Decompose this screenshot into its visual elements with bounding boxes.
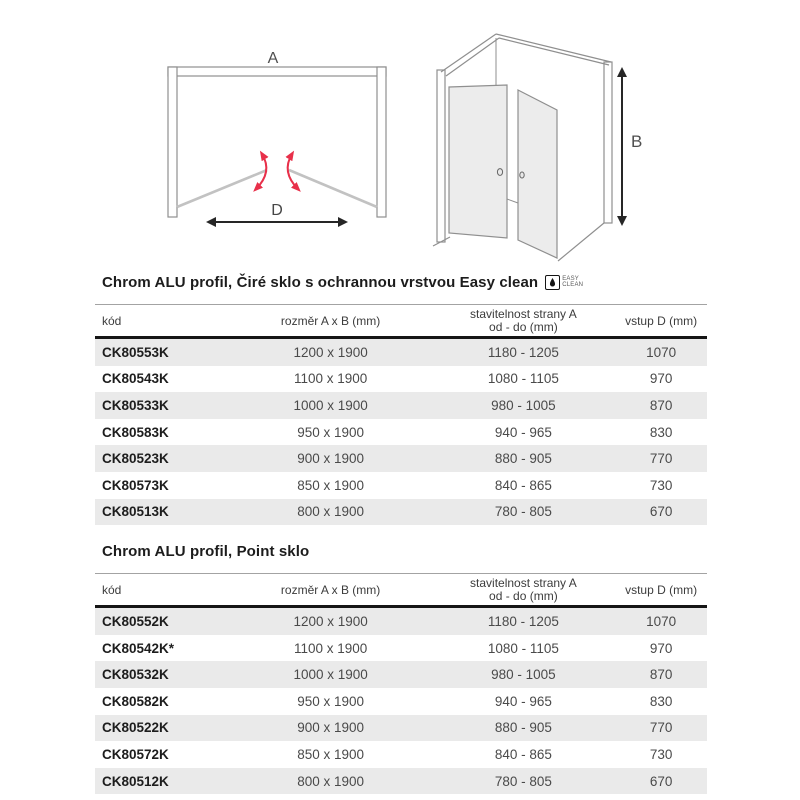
- col-header-stavitelnost: [432, 305, 616, 338]
- easy-clean-label-line1: EASY: [562, 275, 579, 282]
- spec-content: [95, 272, 707, 794]
- cell-code: CK80572K: [102, 746, 169, 762]
- table-row: [95, 338, 707, 366]
- height-label-b: B: [631, 132, 643, 151]
- cell-dimension: 1000 x 1900: [293, 667, 368, 683]
- cell-dimension: 850 x 1900: [297, 477, 364, 493]
- cell-code: CK80523K: [102, 451, 169, 467]
- table-row: [95, 445, 707, 472]
- cell-dimension: 950 x 1900: [297, 424, 364, 440]
- cell-entry-width: 670: [649, 773, 673, 789]
- cell-dimension: 1200 x 1900: [293, 344, 368, 360]
- col-header-stavitelnost-line2: od - do (mm): [489, 588, 558, 603]
- cell-dimension: 900 x 1900: [297, 451, 364, 467]
- spec-table-point: [95, 573, 707, 794]
- section-title-easy-clean: [95, 272, 707, 292]
- col-header-rozmer: rozměr A x B (mm): [280, 582, 381, 597]
- col-header-kod: kód: [102, 313, 122, 328]
- table-row: [95, 366, 707, 393]
- col-header-stavitelnost-line1: stavitelnost strany A: [470, 575, 577, 590]
- cell-adjust-range: 1180 - 1205: [487, 344, 559, 360]
- col-header-stavitelnost: [432, 574, 616, 607]
- table-row: [95, 661, 707, 688]
- cell-entry-width: 830: [649, 424, 673, 440]
- front-view-diagram: [140, 38, 390, 233]
- table-row: [95, 419, 707, 446]
- cell-dimension: 900 x 1900: [297, 720, 364, 736]
- cell-code: CK80513K: [102, 504, 169, 520]
- cell-adjust-range: 780 - 805: [494, 504, 552, 520]
- cell-code: CK80543K: [102, 371, 169, 387]
- section-title-text: Chrom ALU profil, Point sklo: [102, 542, 310, 560]
- col-header-vstup: vstup D (mm): [625, 582, 698, 597]
- width-label-a: A: [267, 50, 279, 67]
- cell-adjust-range: 780 - 805: [494, 773, 552, 789]
- frame-profile-icon: [168, 67, 386, 217]
- cell-code: CK80533K: [102, 397, 169, 413]
- cell-entry-width: 830: [649, 693, 673, 709]
- header-row: [95, 574, 707, 607]
- table-row: [95, 607, 707, 635]
- perspective-view-diagram: [425, 15, 660, 270]
- cell-code: CK80512K: [102, 773, 169, 789]
- spec-table-easy-clean: [95, 304, 707, 525]
- table-row: [95, 635, 707, 662]
- cell-adjust-range: 940 - 965: [494, 693, 552, 709]
- table-row: [95, 741, 707, 768]
- cell-code: CK80542K*: [102, 640, 175, 656]
- cell-entry-width: 770: [649, 720, 673, 736]
- cell-adjust-range: 840 - 865: [494, 746, 552, 762]
- table-row: [95, 392, 707, 419]
- cell-code: CK80553K: [102, 344, 169, 360]
- cell-entry-width: 1070: [646, 613, 677, 629]
- cell-entry-width: 770: [649, 451, 673, 467]
- cell-code: CK80582K: [102, 693, 169, 709]
- cell-dimension: 1100 x 1900: [293, 371, 368, 387]
- col-header-kod: kód: [102, 582, 122, 597]
- cell-dimension: 850 x 1900: [297, 746, 364, 762]
- cell-entry-width: 970: [649, 640, 673, 656]
- cell-code: CK80532K: [102, 667, 169, 683]
- easy-clean-label: [562, 276, 583, 289]
- cell-entry-width: 730: [649, 746, 673, 762]
- table-row: [95, 688, 707, 715]
- cell-adjust-range: 1080 - 1105: [487, 371, 559, 387]
- easy-clean-label-line2: CLEAN: [562, 282, 584, 288]
- cell-entry-width: 970: [649, 371, 673, 387]
- cell-dimension: 1000 x 1900: [293, 397, 368, 413]
- cell-dimension: 800 x 1900: [297, 504, 364, 520]
- cell-dimension: 1100 x 1900: [293, 640, 368, 656]
- cell-adjust-range: 980 - 1005: [491, 397, 556, 413]
- cell-entry-width: 1070: [646, 344, 677, 360]
- cell-adjust-range: 1080 - 1105: [487, 640, 559, 656]
- entry-label-d: D: [271, 202, 283, 219]
- section-title-point: [95, 541, 707, 561]
- easy-clean-badge: [545, 275, 583, 290]
- cell-entry-width: 870: [649, 667, 673, 683]
- header-row: [95, 305, 707, 338]
- cell-adjust-range: 880 - 905: [494, 451, 552, 467]
- col-header-rozmer: rozměr A x B (mm): [280, 313, 381, 328]
- cell-entry-width: 670: [649, 504, 673, 520]
- col-header-stavitelnost-line2: od - do (mm): [489, 319, 558, 334]
- cell-adjust-range: 1180 - 1205: [487, 613, 559, 629]
- cell-code: CK80573K: [102, 477, 169, 493]
- cell-adjust-range: 980 - 1005: [491, 667, 556, 683]
- cell-dimension: 1200 x 1900: [293, 613, 368, 629]
- cell-code: CK80522K: [102, 720, 169, 736]
- table-row: [95, 768, 707, 795]
- cell-adjust-range: 940 - 965: [494, 424, 552, 440]
- cell-dimension: 950 x 1900: [297, 693, 364, 709]
- easy-clean-droplet-icon: [545, 275, 560, 290]
- cell-entry-width: 730: [649, 477, 673, 493]
- cell-adjust-range: 880 - 905: [494, 720, 552, 736]
- cell-code: CK80552K: [102, 613, 169, 629]
- table-row: [95, 499, 707, 526]
- table-row: [95, 472, 707, 499]
- cell-entry-width: 870: [649, 397, 673, 413]
- cell-adjust-range: 840 - 865: [494, 477, 552, 493]
- col-header-vstup: vstup D (mm): [625, 313, 698, 328]
- table-row: [95, 715, 707, 742]
- col-header-stavitelnost-line1: stavitelnost strany A: [470, 306, 577, 321]
- cell-code: CK80583K: [102, 424, 169, 440]
- cell-dimension: 800 x 1900: [297, 773, 364, 789]
- section-title-text: Chrom ALU profil, Čiré sklo s ochrannou vrstvou Easy clean: [102, 273, 539, 291]
